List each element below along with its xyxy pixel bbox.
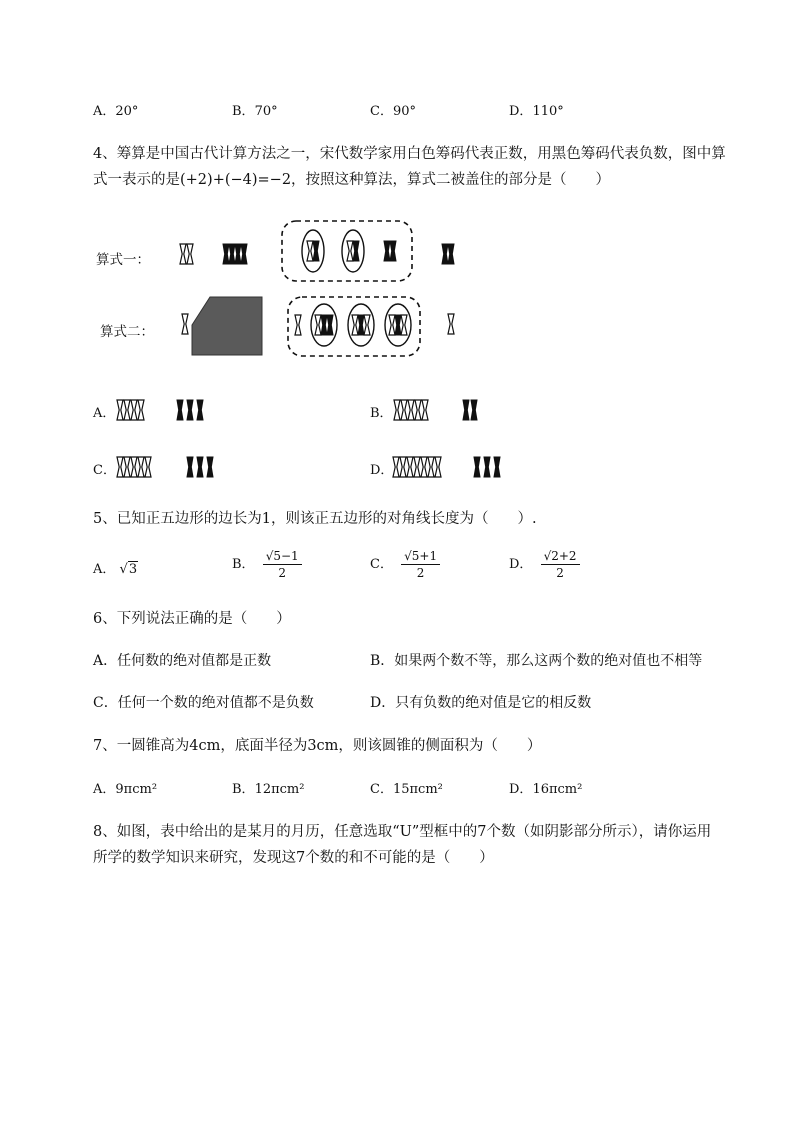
- option-letter: A．: [93, 104, 116, 119]
- q4-option-d-rods: [393, 457, 500, 477]
- sqrt-symbol: √: [119, 562, 128, 577]
- fraction: [401, 548, 440, 581]
- numerator: [263, 548, 302, 565]
- option-letter: B．: [370, 653, 395, 669]
- option-letter: C．: [370, 104, 393, 119]
- numerator-rest: −1: [281, 549, 299, 563]
- option-text: 20°: [115, 104, 139, 119]
- option-text: 15πcm²: [392, 782, 443, 797]
- option-text: 9πcm²: [115, 782, 158, 797]
- option-letter: D．: [509, 104, 533, 119]
- sqrt-expression: [120, 562, 139, 577]
- denominator: 2: [416, 566, 425, 580]
- option-letter: C．: [370, 782, 393, 797]
- q7-stem: 7、一圆锥高为4cm，底面半径为3cm，则该圆锥的侧面积为（ ）: [93, 738, 542, 754]
- q7-option-c: [370, 778, 443, 797]
- option-text: 如果两个数不等，那么这两个数的绝对值也不相等: [394, 653, 703, 669]
- numerator: [541, 548, 580, 565]
- option-text: 12πcm²: [254, 782, 305, 797]
- numerator-rest: +2: [558, 549, 577, 563]
- formula1-rods: [180, 221, 454, 281]
- q4-option-b: B．: [370, 406, 393, 421]
- q6-option-b: [370, 650, 702, 670]
- denominator: 2: [556, 566, 564, 580]
- q4-option-b-rods: [394, 400, 477, 420]
- q4-option-d: D．: [370, 463, 394, 478]
- q7-option-b: [232, 778, 304, 797]
- option-letter: C．: [93, 695, 118, 711]
- option-letter: A．: [93, 782, 116, 797]
- q7-option-a: [93, 778, 157, 797]
- q4-option-a-rods: [117, 400, 203, 420]
- option-letter: D．: [509, 782, 533, 797]
- q6-option-c: [93, 692, 314, 712]
- numerator-rest: +1: [419, 549, 438, 563]
- option-text: 任何数的绝对值都是正数: [117, 653, 272, 669]
- q4-option-c-rods: [117, 457, 213, 477]
- option-letter: A．: [93, 562, 116, 577]
- option-letter: C．: [370, 557, 393, 572]
- denominator: 2: [278, 566, 287, 580]
- option-letter: A．: [93, 653, 118, 669]
- sqrt-symbol: √: [404, 549, 412, 563]
- option-letter: B．: [232, 557, 255, 572]
- radicand: 5: [273, 549, 281, 563]
- option-letter: D．: [509, 557, 533, 572]
- sqrt-symbol: √: [543, 549, 552, 563]
- radicand: 3: [128, 562, 138, 577]
- option-text: 只有负数的绝对值是它的相反数: [395, 695, 592, 711]
- formula2-rods: [182, 297, 454, 356]
- fraction: [263, 548, 302, 581]
- q4-option-a: A．: [93, 406, 116, 421]
- q4-stem-line2: 式一表示的是(+2)+(−4)=−2，按照这种算法，算式二被盖住的部分是（ ）: [93, 172, 611, 188]
- q6-option-a: [93, 650, 271, 670]
- option-text: 90°: [392, 104, 416, 119]
- q4-stem-line1: 4、筹算是中国古代计算方法之一，宋代数学家用白色筹码代表正数，用黑色筹码代表负数，图中算: [93, 146, 726, 162]
- q6-stem: 6、下列说法正确的是（ ）: [93, 611, 291, 627]
- q5-option-a: [93, 558, 138, 577]
- q5-option-b: [232, 548, 302, 581]
- option-text: 任何一个数的绝对值都不是负数: [117, 695, 314, 711]
- q5-stem: 5、已知正五边形的边长为1，则该正五边形的对角线长度为（ ）.: [93, 511, 537, 527]
- formula1-label: 算式一：: [96, 252, 150, 268]
- radicand: 2: [551, 549, 559, 563]
- q5-option-c: [370, 548, 440, 581]
- option-text: 16πcm²: [532, 782, 583, 797]
- option-text: 110°: [532, 104, 564, 119]
- option-text: 70°: [254, 104, 278, 119]
- formula2-label: 算式二：: [100, 324, 154, 340]
- option-letter: B．: [232, 782, 255, 797]
- q8-stem-line2: 所学的数学知识来研究，发现这7个数的和不可能的是（ ）: [93, 850, 494, 866]
- q4-option-c: C．: [93, 463, 116, 478]
- q5-option-d: [509, 548, 580, 581]
- q8-stem-line1: 8、如图，表中给出的是某月的月历，任意选取“U”型框中的7个数（如阴影部分所示），请你运用: [93, 824, 712, 840]
- sqrt-symbol: √: [265, 549, 274, 563]
- q6-option-d: [370, 692, 591, 712]
- q7-option-d: [509, 778, 582, 797]
- option-letter: B．: [232, 104, 255, 119]
- fraction: [541, 548, 580, 581]
- numerator: [401, 548, 440, 565]
- option-letter: D．: [370, 695, 396, 711]
- covered-part-icon: [192, 297, 262, 355]
- radicand: 5: [411, 549, 420, 563]
